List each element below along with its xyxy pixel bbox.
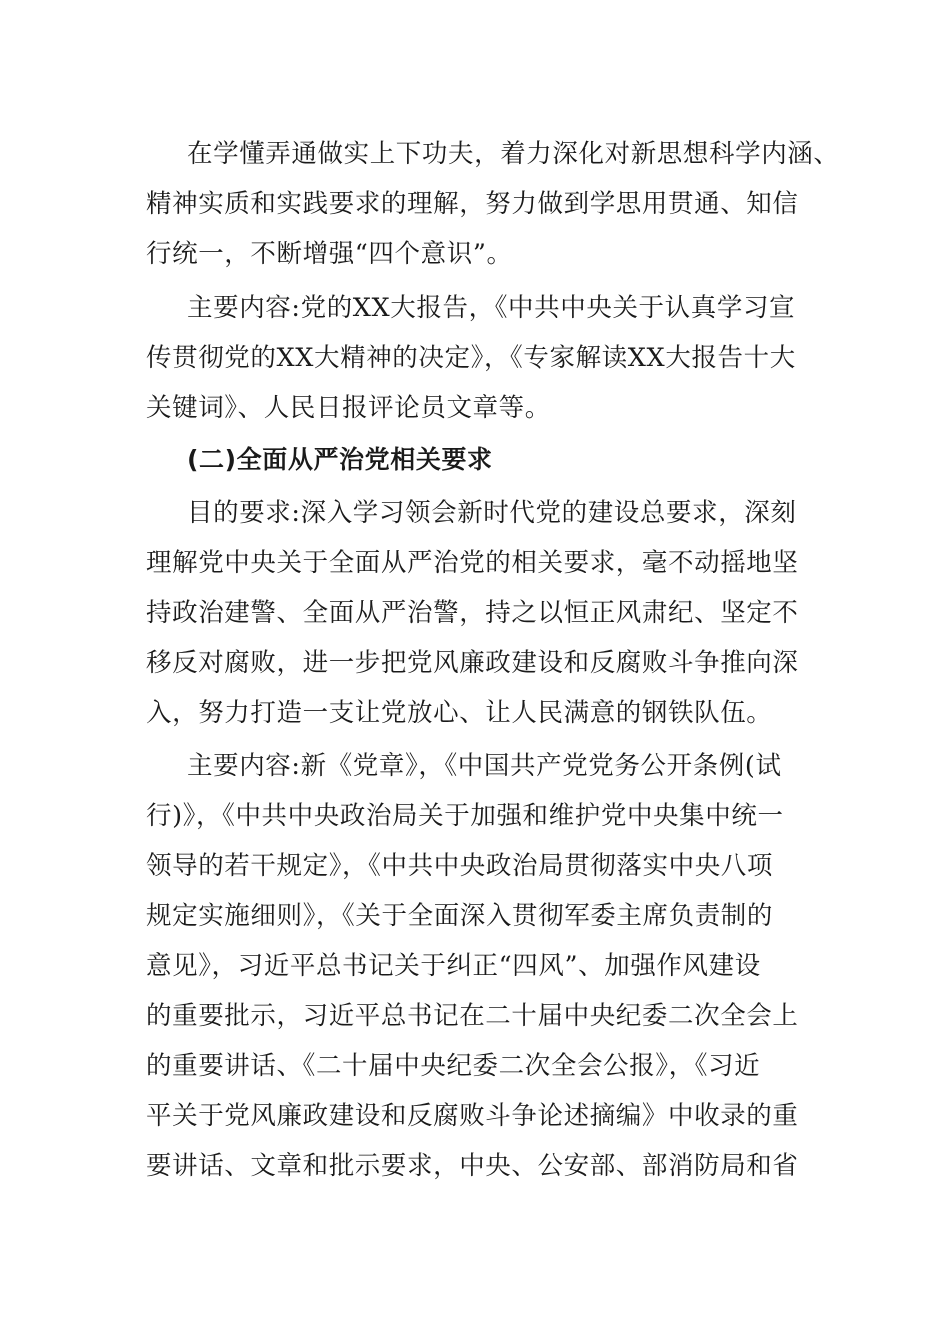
paragraph-3-line-2: 理解党中央关于全面从严治党的相关要求，毫不动摇地坚 — [146, 548, 799, 578]
paragraph-4-line-6: 的重要批示，习近平总书记在二十届中央纪委二次全会上 — [146, 1001, 799, 1031]
paragraph-4-line-8: 平关于党风廉政建设和反腐败斗争论述摘编》中收录的重 — [146, 1101, 799, 1131]
paragraph-4-line-4: 规定实施细则》，《关于全面深入贯彻军委主席负责制的 — [146, 901, 774, 931]
paragraph-2-line-3: 关键词》、人民日报评论员文章等。 — [146, 393, 551, 423]
paragraph-3-line-5: 入，努力打造一支让党放心、让人民满意的钢铁队伍。 — [146, 698, 773, 728]
paragraph-2-line-1: 主要内容:党的XX大报告，《中共中央关于认真学习宣 — [187, 293, 796, 323]
paragraph-2-line-2: 传贯彻党的XX大精神的决定》，《专家解读XX大报告十大 — [146, 343, 796, 373]
paragraph-4-line-9: 要讲话、文章和批示要求，中央、公安部、部消防局和省 — [146, 1151, 799, 1181]
paragraph-3-line-1: 目的要求:深入学习领会新时代党的建设总要求，深刻 — [187, 498, 797, 528]
paragraph-4-line-1: 主要内容:新《党章》，《中国共产党党务公开条例(试 — [187, 751, 782, 781]
paragraph-4-line-2: 行)》，《中共中央政治局关于加强和维护党中央集中统一 — [146, 801, 784, 831]
paragraph-1-line-2: 精神实质和实践要求的理解，努力做到学思用贯通、知信 — [146, 189, 799, 219]
paragraph-3-line-4: 移反对腐败，进一步把党风廉政建设和反腐败斗争推向深 — [146, 648, 799, 678]
paragraph-4-line-5: 意见》，习近平总书记关于纠正“四风”、加强作风建设 — [146, 951, 761, 981]
paragraph-3-line-3: 持政治建警、全面从严治警，持之以恒正风肃纪、坚定不 — [146, 598, 799, 628]
paragraph-4-line-7: 的重要讲话、《二十届中央纪委二次全会公报》，《习近 — [146, 1051, 761, 1081]
paragraph-4-line-3: 领导的若干规定》，《中共中央政治局贯彻落实中央八项 — [146, 851, 774, 881]
section-heading: (二)全面从严治党相关要求 — [187, 445, 493, 474]
paragraph-1-line-1: 在学懂弄通做实上下功夫，着力深化对新思想科学内涵、 — [187, 139, 840, 169]
paragraph-1-line-3: 行统一，不断增强“四个意识”。 — [146, 239, 513, 269]
